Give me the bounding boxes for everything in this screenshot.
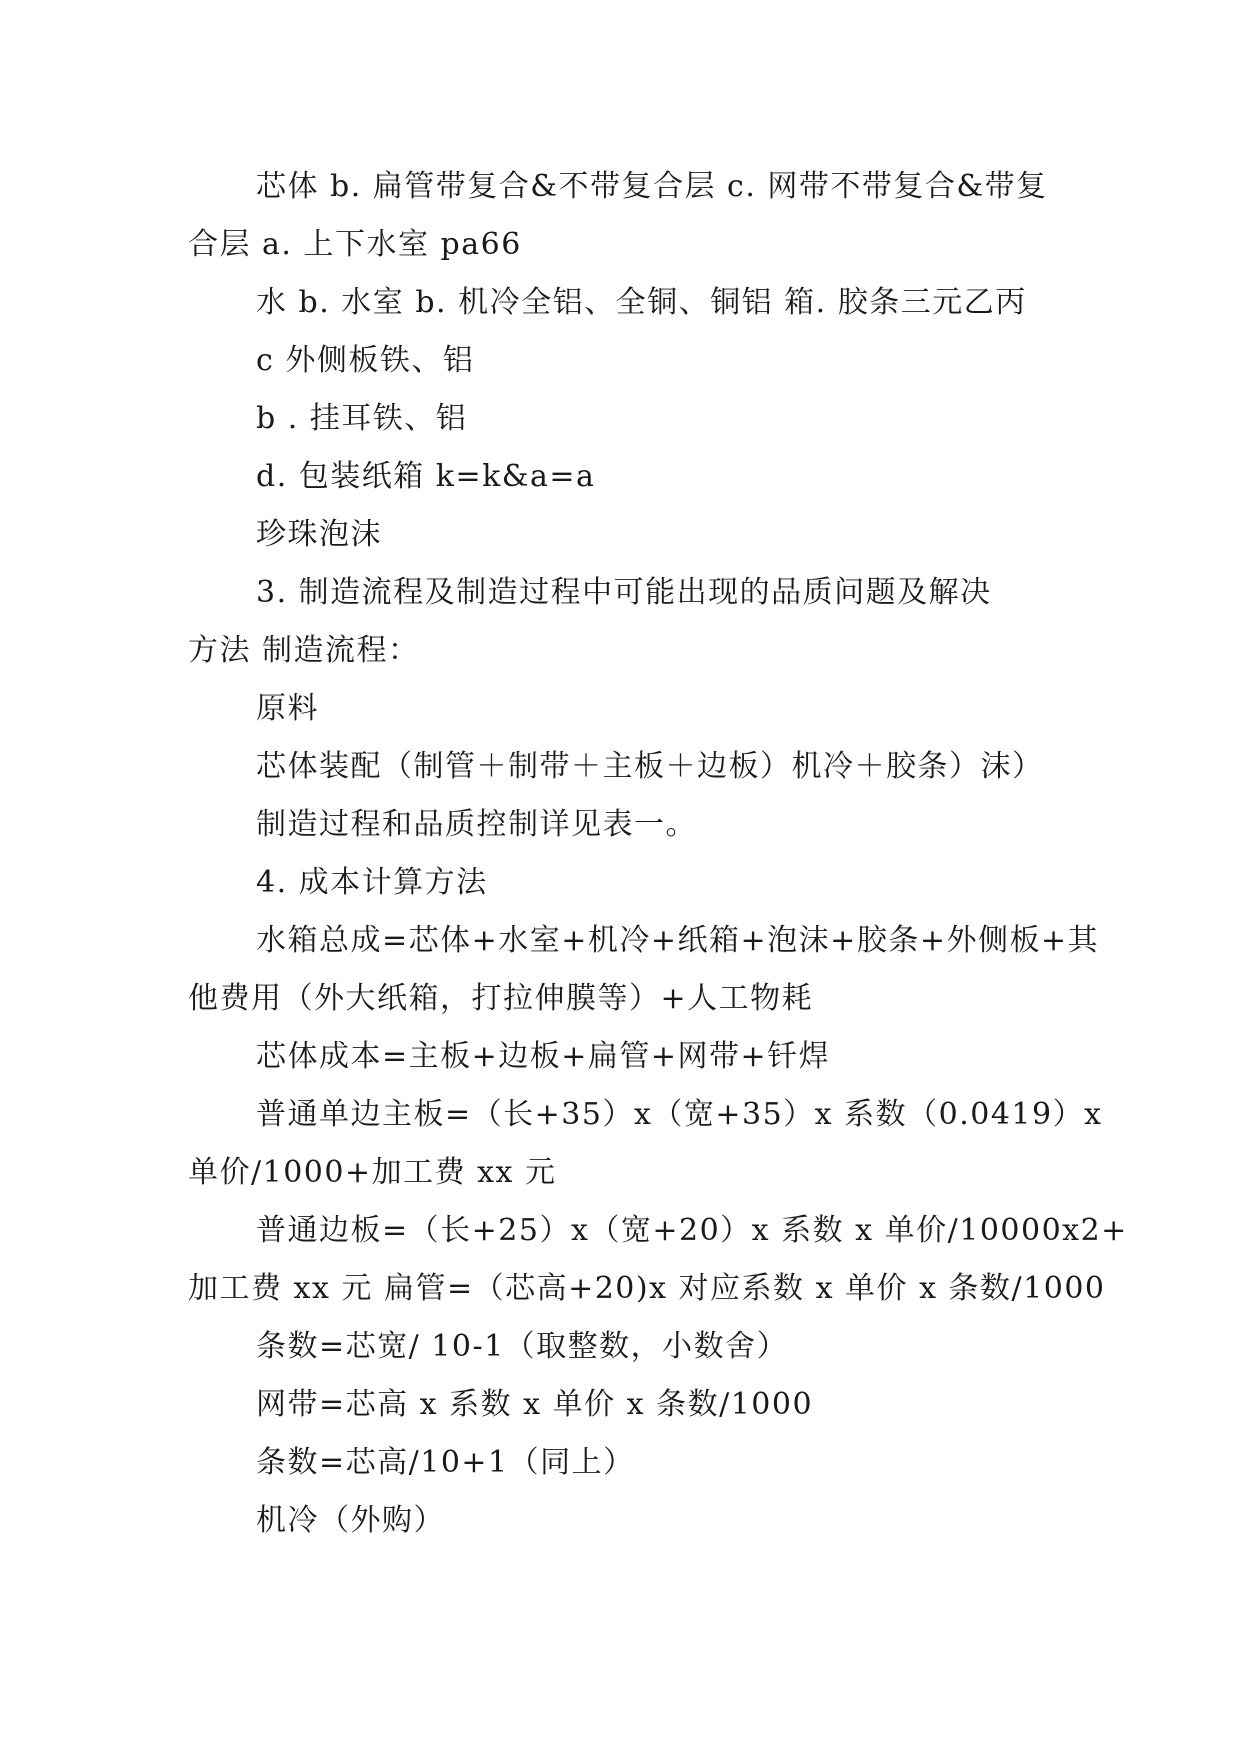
line-19: 普通边板=（长+25）x（宽+20）x 系数 x 单价/10000x2+ [256,1213,1128,1248]
line-12: 制造过程和品质控制详见表一。 [256,807,697,842]
line-24: 机冷（外购） [256,1503,445,1538]
line-23: 条数=芯高/10+1（同上） [256,1445,635,1480]
line-5: b . 挂耳铁、铝 [256,401,468,436]
document-body [188,158,1128,1550]
line-17: 普通单边主板=（长+35）x（宽+35）x 系数（0.0419）x [256,1097,1103,1132]
section-4-heading: 4. 成本计算方法 [256,865,488,900]
line-6: d. 包装纸箱 k=k&a=a [256,459,596,494]
line-16: 芯体成本=主板+边板+扁管+网带+钎焊 [256,1039,831,1074]
line-1: 芯体 b. 扁管带复合&不带复合层 c. 网带不带复合&带复 [256,169,1048,204]
line-21: 条数=芯宽/ 10-1（取整数，小数舍） [256,1329,789,1364]
line-7: 珍珠泡沫 [256,517,382,552]
line-14: 水箱总成=芯体+水室+机冷+纸箱+泡沫+胶条+外侧板+其 [256,923,1100,958]
line-11: 芯体装配（制管＋制带＋主板＋边板）机冷＋胶条）沫） [256,749,1044,784]
line-2: 合层 a. 上下水室 pa66 [188,227,522,262]
line-15: 他费用（外大纸箱，打拉伸膜等）+人工物耗 [188,981,814,1016]
section-3-heading: 3. 制造流程及制造过程中可能出现的品质问题及解决 [256,575,992,610]
line-4: c 外侧板铁、铝 [256,343,475,378]
line-9: 方法 制造流程： [188,633,420,668]
line-10: 原料 [256,691,319,726]
line-18: 单价/1000+加工费 xx 元 [188,1155,557,1190]
line-20: 加工费 xx 元 扁管=（芯高+20)x 对应系数 x 单价 x 条数/1000 [188,1271,1106,1306]
line-3: 水 b. 水室 b. 机冷全铝、全铜、铜铝 箱. 胶条三元乙丙 [256,285,1027,320]
line-22: 网带=芯高 x 系数 x 单价 x 条数/1000 [256,1387,814,1422]
